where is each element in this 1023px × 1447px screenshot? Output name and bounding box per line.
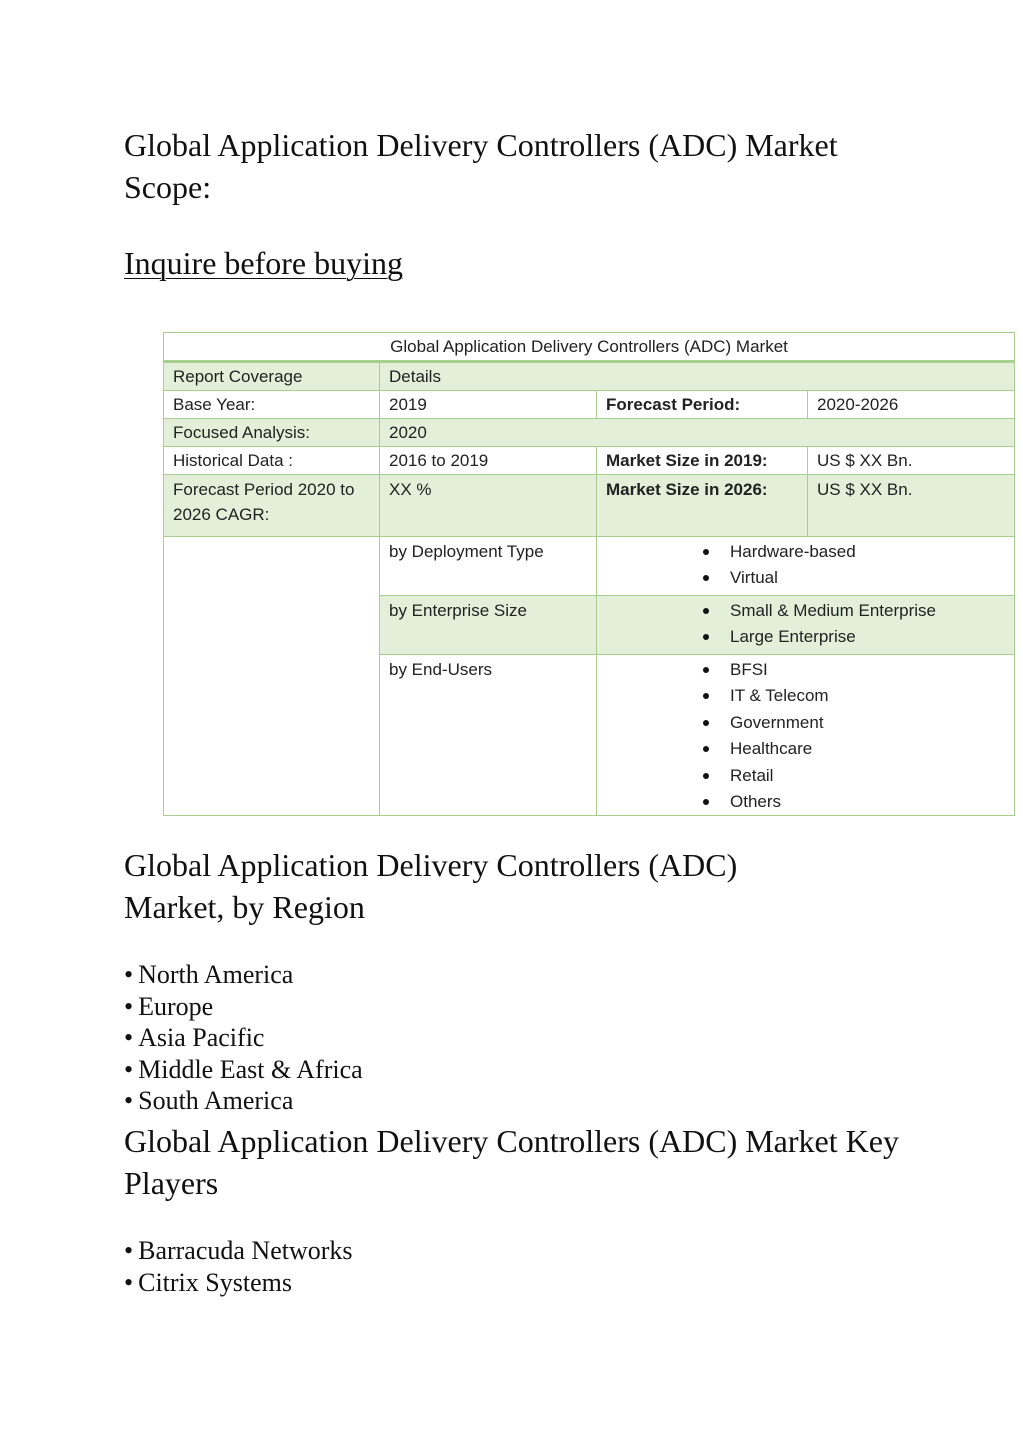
region-heading: Global Application Delivery Controllers (ADC) Market, by Region — [124, 847, 738, 925]
list-item: Retail — [606, 763, 1005, 789]
historical-data-label: Historical Data : — [164, 447, 380, 475]
market-size-2026-label: Market Size in 2026: — [597, 475, 808, 537]
table-row — [164, 362, 1015, 391]
segment-deployment-type: by Deployment Type — [380, 537, 597, 596]
list-item: • South America — [124, 1085, 363, 1117]
list-item: • Middle East & Africa — [124, 1054, 363, 1086]
list-item: • North America — [124, 959, 363, 991]
focused-analysis-label: Focused Analysis: — [164, 419, 380, 447]
header-details: Details — [380, 362, 1015, 391]
market-scope-table — [163, 332, 1015, 816]
market-size-2026-value: US $ XX Bn. — [808, 475, 1015, 537]
list-item: • Europe — [124, 991, 363, 1023]
list-item: Healthcare — [606, 736, 1005, 762]
list-item: BFSI — [606, 657, 1005, 683]
key-players-list — [124, 1235, 353, 1298]
forecast-period-label: Forecast Period: — [597, 391, 808, 419]
segment-enterprise-size: by Enterprise Size — [380, 596, 597, 655]
base-year-value: 2019 — [380, 391, 597, 419]
segment-deployment-items — [597, 537, 1015, 596]
list-item: Small & Medium Enterprise — [606, 598, 1005, 624]
segment-empty-cell — [164, 537, 380, 816]
key-players-heading: Global Application Delivery Controllers (ADC) Market Key Players — [124, 1123, 899, 1201]
segment-enterprise-items — [597, 596, 1015, 655]
forecast-period-value: 2020-2026 — [808, 391, 1015, 419]
market-size-2019-label: Market Size in 2019: — [597, 447, 808, 475]
focused-analysis-value: 2020 — [380, 419, 1015, 447]
table-row — [164, 391, 1015, 419]
header-report-coverage: Report Coverage — [164, 362, 380, 391]
scope-heading: Global Application Delivery Controllers (ADC) Market Scope: — [124, 127, 838, 205]
list-item: Large Enterprise — [606, 624, 1005, 650]
list-item: Others — [606, 789, 1005, 815]
cagr-value: XX % — [380, 475, 597, 537]
list-item: • Barracuda Networks — [124, 1235, 353, 1267]
list-item: • Asia Pacific — [124, 1022, 363, 1054]
list-item: Government — [606, 710, 1005, 736]
table-row — [164, 419, 1015, 447]
cagr-label: Forecast Period 2020 to 2026 CAGR: — [164, 475, 380, 537]
list-item: IT & Telecom — [606, 683, 1005, 709]
inquire-before-buying-link[interactable]: Inquire before buying — [124, 245, 404, 281]
table-title: Global Application Delivery Controllers (ADC) Market — [164, 333, 1015, 362]
segment-end-users: by End-Users — [380, 655, 597, 816]
segment-end-users-items — [597, 655, 1015, 816]
list-item: Hardware-based — [606, 539, 1005, 565]
market-size-2019-value: US $ XX Bn. — [808, 447, 1015, 475]
list-item: Virtual — [606, 565, 1005, 591]
table-row — [164, 537, 1015, 596]
table-row — [164, 475, 1015, 537]
historical-data-value: 2016 to 2019 — [380, 447, 597, 475]
base-year-label: Base Year: — [164, 391, 380, 419]
list-item: • Citrix Systems — [124, 1267, 353, 1299]
region-list — [124, 959, 363, 1117]
table-row — [164, 447, 1015, 475]
